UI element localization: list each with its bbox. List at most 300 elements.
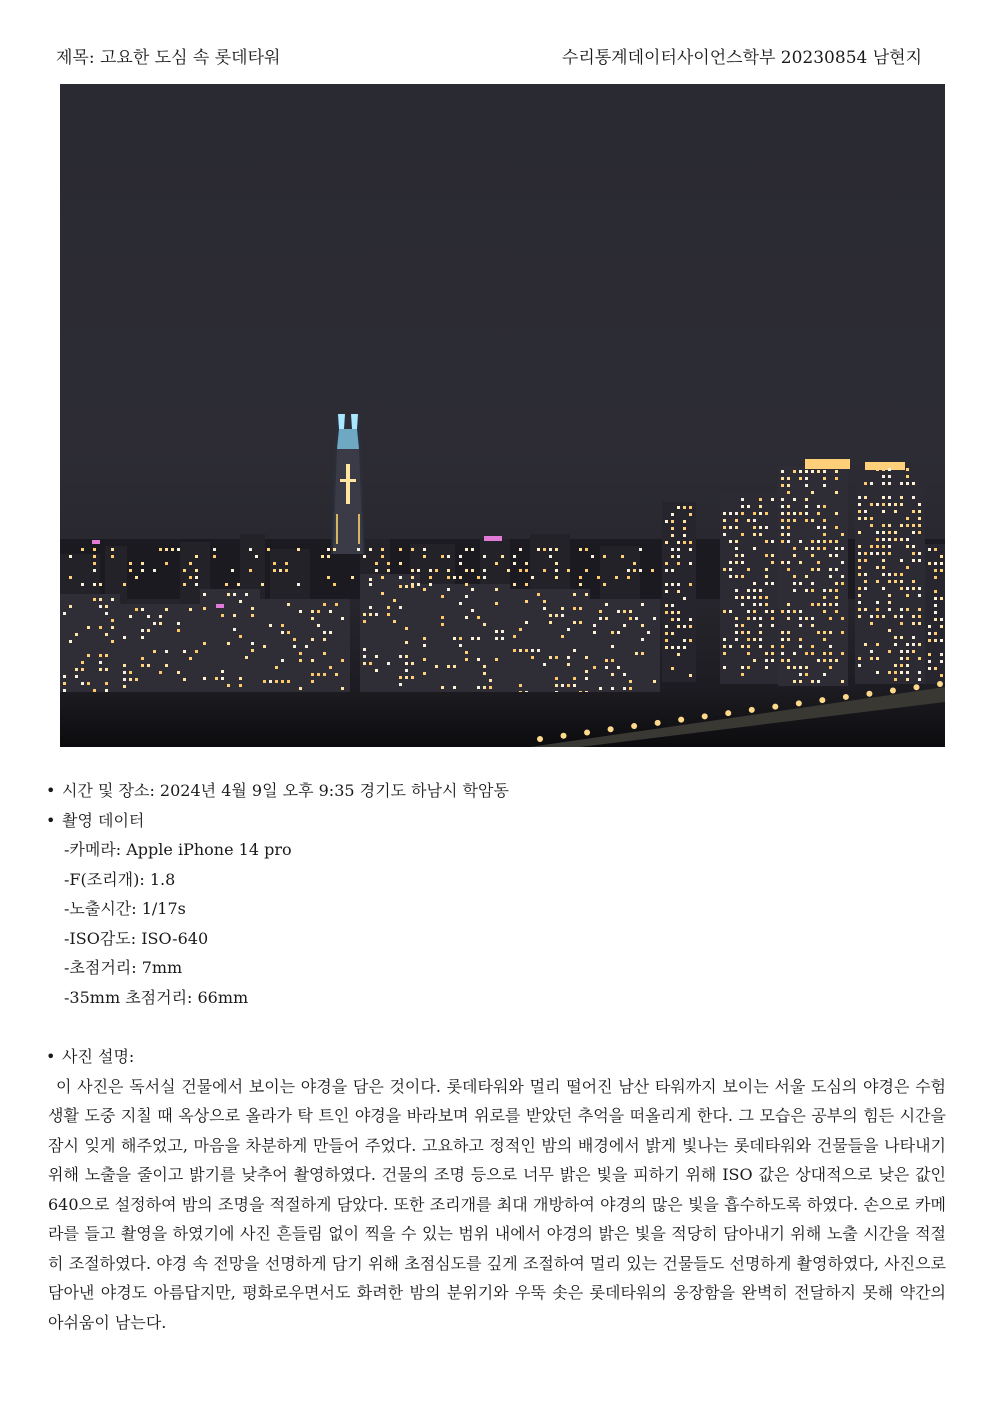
window-light [858, 657, 861, 660]
window-light [189, 608, 192, 611]
window-light [299, 659, 302, 662]
window-light [381, 548, 384, 551]
window-light [817, 512, 820, 515]
window-light [363, 662, 366, 665]
window-light [787, 491, 790, 494]
window-light [585, 593, 588, 596]
window-light [567, 656, 570, 659]
window-light [870, 650, 873, 653]
window-light [759, 512, 762, 515]
window-light [799, 645, 802, 648]
window-light [641, 624, 644, 627]
window-light [793, 554, 796, 557]
window-light [213, 548, 216, 551]
window-light [537, 593, 540, 596]
window-light [251, 649, 254, 652]
window-light [799, 624, 802, 627]
window-light [835, 589, 838, 592]
window-light [489, 679, 492, 682]
window-light [639, 548, 642, 551]
window-light [311, 673, 314, 676]
window-light [888, 531, 891, 534]
window-light [165, 608, 168, 611]
window-light [671, 555, 674, 558]
window-light [417, 583, 420, 586]
bullet: • [46, 1047, 56, 1066]
window-light [940, 618, 943, 621]
window-light [363, 620, 366, 623]
window-light [753, 589, 756, 592]
window-light [823, 631, 826, 634]
exposure: -노출시간: 1/17s [64, 899, 186, 918]
window-light [195, 569, 198, 572]
window-light [665, 520, 668, 523]
window-light [799, 512, 802, 515]
window-light [888, 573, 891, 576]
window-light [829, 617, 832, 620]
window-light [671, 632, 674, 635]
window-light [747, 596, 750, 599]
window-light [399, 562, 402, 565]
time-place-row [46, 776, 946, 806]
window-light [567, 663, 570, 666]
window-light [900, 496, 903, 499]
window-light [677, 618, 680, 621]
window-light [759, 533, 762, 536]
window-light [864, 496, 867, 499]
window-light [894, 580, 897, 583]
window-light [141, 657, 144, 660]
window-light [759, 498, 762, 501]
window-light [647, 631, 650, 634]
window-light [882, 468, 885, 471]
window-light [823, 638, 826, 641]
window-light [835, 659, 838, 662]
window-light [87, 682, 90, 685]
window-light [111, 555, 114, 558]
window-light [858, 608, 861, 611]
window-light [677, 611, 680, 614]
window-light [928, 625, 931, 628]
window-light [876, 608, 879, 611]
window-light [87, 654, 90, 657]
window-light [63, 682, 66, 685]
window-light [543, 548, 546, 551]
window-light [627, 576, 630, 579]
window-light [759, 603, 762, 606]
lotte-tower-shape [331, 412, 365, 554]
window-light [858, 503, 861, 506]
window-light [135, 576, 138, 579]
window-light [525, 569, 528, 572]
window-light [369, 548, 372, 551]
window-light [888, 608, 891, 611]
window-light [549, 614, 552, 617]
window-light [918, 594, 921, 597]
window-light [829, 575, 832, 578]
window-light [781, 512, 784, 515]
window-light [665, 646, 668, 649]
window-light [841, 582, 844, 585]
window-light [888, 496, 891, 499]
window-light [741, 498, 744, 501]
window-light [765, 568, 768, 571]
window-light [811, 645, 814, 648]
window-light [495, 588, 498, 591]
window-light [453, 576, 456, 579]
window-light [888, 538, 891, 541]
window-light [747, 589, 750, 592]
window-light [841, 561, 844, 564]
window-light [888, 629, 891, 632]
window-light [567, 569, 570, 572]
window-light [829, 554, 832, 557]
window-light [912, 636, 915, 639]
window-light [787, 603, 790, 606]
window-light [323, 638, 326, 641]
window-light [906, 594, 909, 597]
window-light [495, 602, 498, 605]
window-light [677, 590, 680, 593]
window-light [651, 569, 654, 572]
window-light [934, 569, 937, 572]
street-light [584, 730, 590, 736]
window-light [459, 602, 462, 605]
window-light [183, 650, 186, 653]
window-light [585, 656, 588, 659]
window-light [793, 575, 796, 578]
window-light [129, 569, 132, 572]
window-light [555, 562, 558, 565]
window-light [747, 631, 750, 634]
window-light [940, 555, 943, 558]
window-light [805, 666, 808, 669]
window-light [934, 632, 937, 635]
window-light [489, 686, 492, 689]
window-light [787, 477, 790, 480]
window-light [441, 616, 444, 619]
window-light [876, 545, 879, 548]
window-light [245, 593, 248, 596]
window-light [683, 625, 686, 628]
window-light [823, 659, 826, 662]
window-light [623, 624, 626, 627]
window-light [870, 657, 873, 660]
window-light [99, 661, 102, 664]
window-light [543, 607, 546, 610]
window-light [894, 678, 897, 681]
window-light [882, 587, 885, 590]
window-light [900, 538, 903, 541]
window-light [293, 638, 296, 641]
window-light [81, 583, 84, 586]
window-light [753, 582, 756, 585]
window-light [799, 610, 802, 613]
window-light [477, 576, 480, 579]
street-light [725, 710, 731, 716]
window-light [747, 645, 750, 648]
window-light [793, 498, 796, 501]
window-light [817, 470, 820, 473]
window-light [723, 638, 726, 641]
window-light [671, 646, 674, 649]
window-light [665, 625, 668, 628]
window-light [759, 596, 762, 599]
window-light [729, 561, 732, 564]
window-light [894, 510, 897, 513]
window-light [759, 631, 762, 634]
window-light [75, 633, 78, 636]
window-light [227, 684, 230, 687]
window-light [882, 524, 885, 527]
window-light [519, 649, 522, 652]
window-light [735, 596, 738, 599]
window-light [579, 548, 582, 551]
window-light [793, 582, 796, 585]
window-light [858, 587, 861, 590]
window-light [906, 545, 909, 548]
window-light [900, 482, 903, 485]
window-light [579, 576, 582, 579]
window-light [781, 659, 784, 662]
window-light [215, 677, 218, 680]
window-light [177, 548, 180, 551]
window-light [483, 569, 486, 572]
window-light [677, 541, 680, 544]
window-light [781, 519, 784, 522]
window-light [817, 505, 820, 508]
window-light [323, 652, 326, 655]
window-light [423, 548, 426, 551]
window-light [531, 576, 534, 579]
window-light [471, 588, 474, 591]
window-light [906, 657, 909, 660]
window-light [297, 548, 300, 551]
window-light [858, 664, 861, 667]
window-light [105, 654, 108, 657]
window-light [111, 626, 114, 629]
window-light [811, 554, 814, 557]
window-light [805, 519, 808, 522]
window-light [781, 645, 784, 648]
window-light [912, 643, 915, 646]
window-light [549, 555, 552, 558]
window-light [369, 578, 372, 581]
window-light [165, 548, 168, 551]
window-light [858, 545, 861, 548]
window-light [781, 477, 784, 480]
window-light [665, 604, 668, 607]
window-light [665, 569, 668, 572]
window-light [741, 561, 744, 564]
window-light [275, 680, 278, 683]
window-light [471, 609, 474, 612]
window-light [287, 603, 290, 606]
window-light [593, 631, 596, 634]
window-light [811, 603, 814, 606]
window-light [591, 555, 594, 558]
window-light [671, 618, 674, 621]
window-light [495, 658, 498, 661]
window-light [787, 512, 790, 515]
window-light [299, 610, 302, 613]
window-light [823, 484, 826, 487]
window-light [805, 512, 808, 515]
window-light [765, 582, 768, 585]
window-light [405, 676, 408, 679]
window-light [888, 482, 891, 485]
window-light [561, 607, 564, 610]
window-light [141, 664, 144, 667]
window-light [882, 496, 885, 499]
window-light [683, 520, 686, 523]
street-light [890, 687, 896, 693]
window-light [369, 662, 372, 665]
window-light [323, 673, 326, 676]
window-light [629, 617, 632, 620]
window-light [381, 576, 384, 579]
window-light [311, 610, 314, 613]
window-light [399, 548, 402, 551]
window-light [495, 630, 498, 633]
window-light [805, 477, 808, 480]
window-light [311, 659, 314, 662]
window-light [805, 498, 808, 501]
window-light [441, 595, 444, 598]
window-light [759, 526, 762, 529]
window-light [753, 547, 756, 550]
window-light [841, 547, 844, 550]
window-light [363, 555, 366, 558]
window-light [771, 561, 774, 564]
window-light [525, 621, 528, 624]
window-light [900, 615, 903, 618]
window-light [93, 562, 96, 565]
window-light [723, 526, 726, 529]
window-light [805, 617, 808, 620]
window-light [753, 512, 756, 515]
window-light [753, 519, 756, 522]
window-light [882, 503, 885, 506]
window-light [341, 617, 344, 620]
window-light [387, 606, 390, 609]
window-light [918, 657, 921, 660]
window-light [147, 629, 150, 632]
window-light [928, 632, 931, 635]
window-light [677, 555, 680, 558]
window-light [573, 621, 576, 624]
window-light [263, 645, 266, 648]
description: 이 사진은 독서실 건물에서 보이는 야경을 담은 것이다. 롯데타워와 멀리 떨어진 남산 타워까지 보이는 서울 도심의 야경은 수험생활 도중 지칠 때 옥상으로 올라가 탁 트인 야경을 바라보며 위로를 받았던 추억을 떠올리게 한다. 그 모습은 공부의 힘든 시간을 잠시 잊게 해주었고, 마음을 차분하게 만들어 주었다. 고요하고 정적인 밤의 배경에서 밝게 빛나는 롯데타워와 건물들을 나타내기 위해 노출을 줄이고 밝기를 낮추어 촬영하였다. 건물의 조명 등으로 너무 밝은 빛을 피하기 위해 ISO 값은 상대적으로 낮은 값인 640으로 설정하여 밤의 조명을 적절하게 담았다. 또한 조리개를 최대 개방하여 야경의 많은 빛을 흡수하도록 하였다. 손으로 카메라를 들고 촬영을 하였기에 사진 흔들림 없이 찍을 수 있는 범위 내에서 야경의 밝은 빛을 적당히 담아내기 위해 노출 시간을 적절히 조절하였다. 야경 속 전망을 선명하게 담기 위해 초점심도를 깊게 조절하여 멀리 있는 건물들도 선명하게 촬영하였다, 사진으로 담아낸 야경도 아름답지만, 평화로우면서도 화려한 밤의 분위기와 우뚝 솟은 롯데타워의 웅장함을 완벽히 전달하지 못해 약간의 아쉬움이 남는다. [48, 1076, 946, 1332]
street-light [937, 681, 943, 687]
window-light [93, 583, 96, 586]
window-light [811, 652, 814, 655]
window-light [93, 548, 96, 551]
window-light [781, 498, 784, 501]
window-light [267, 548, 270, 551]
window-light [940, 597, 943, 600]
window-light [671, 604, 674, 607]
window-light [835, 610, 838, 613]
window-light [888, 580, 891, 583]
window-light [93, 555, 96, 558]
window-light [411, 569, 414, 572]
window-light [195, 555, 198, 558]
window-light [447, 555, 450, 558]
window-light [888, 524, 891, 527]
window-light [900, 664, 903, 667]
window-light [735, 575, 738, 578]
window-light [835, 568, 838, 571]
window-light [793, 652, 796, 655]
window-light [918, 622, 921, 625]
window-light [888, 671, 891, 674]
window-light [311, 680, 314, 683]
window-light [221, 670, 224, 673]
window-light [765, 610, 768, 613]
window-light [918, 678, 921, 681]
window-light [823, 547, 826, 550]
window-light [747, 610, 750, 613]
window-light [513, 635, 516, 638]
street-light [796, 700, 802, 706]
window-light [317, 624, 320, 627]
window-light [159, 671, 162, 674]
street-light [702, 713, 708, 719]
shooting-data-row [46, 806, 946, 836]
window-light [771, 498, 774, 501]
window-light [771, 645, 774, 648]
window-light [671, 534, 674, 537]
window-light [765, 666, 768, 669]
window-light [231, 569, 234, 572]
window-light [653, 617, 656, 620]
window-light [934, 590, 937, 593]
window-light [729, 575, 732, 578]
window-light [753, 617, 756, 620]
window-light [203, 642, 206, 645]
window-light [888, 475, 891, 478]
window-light [689, 548, 692, 551]
window-light [269, 624, 272, 627]
window-light [735, 554, 738, 557]
window-light [787, 526, 790, 529]
window-light [894, 503, 897, 506]
window-light [585, 569, 588, 572]
window-light [900, 559, 903, 562]
focal-length: -초점거리: 7mm [64, 958, 183, 977]
window-light [864, 643, 867, 646]
window-light [858, 573, 861, 576]
window-light [823, 652, 826, 655]
window-light [735, 638, 738, 641]
window-light [940, 660, 943, 663]
window-light [735, 624, 738, 627]
window-light [287, 680, 290, 683]
window-light [823, 596, 826, 599]
window-light [153, 650, 156, 653]
window-light [835, 540, 838, 543]
window-light [729, 512, 732, 515]
window-light [519, 628, 522, 631]
window-light [894, 615, 897, 618]
window-light [573, 593, 576, 596]
window-light [605, 603, 608, 606]
window-light [159, 622, 162, 625]
window-light [811, 540, 814, 543]
window-light [765, 603, 768, 606]
window-light [305, 645, 308, 648]
